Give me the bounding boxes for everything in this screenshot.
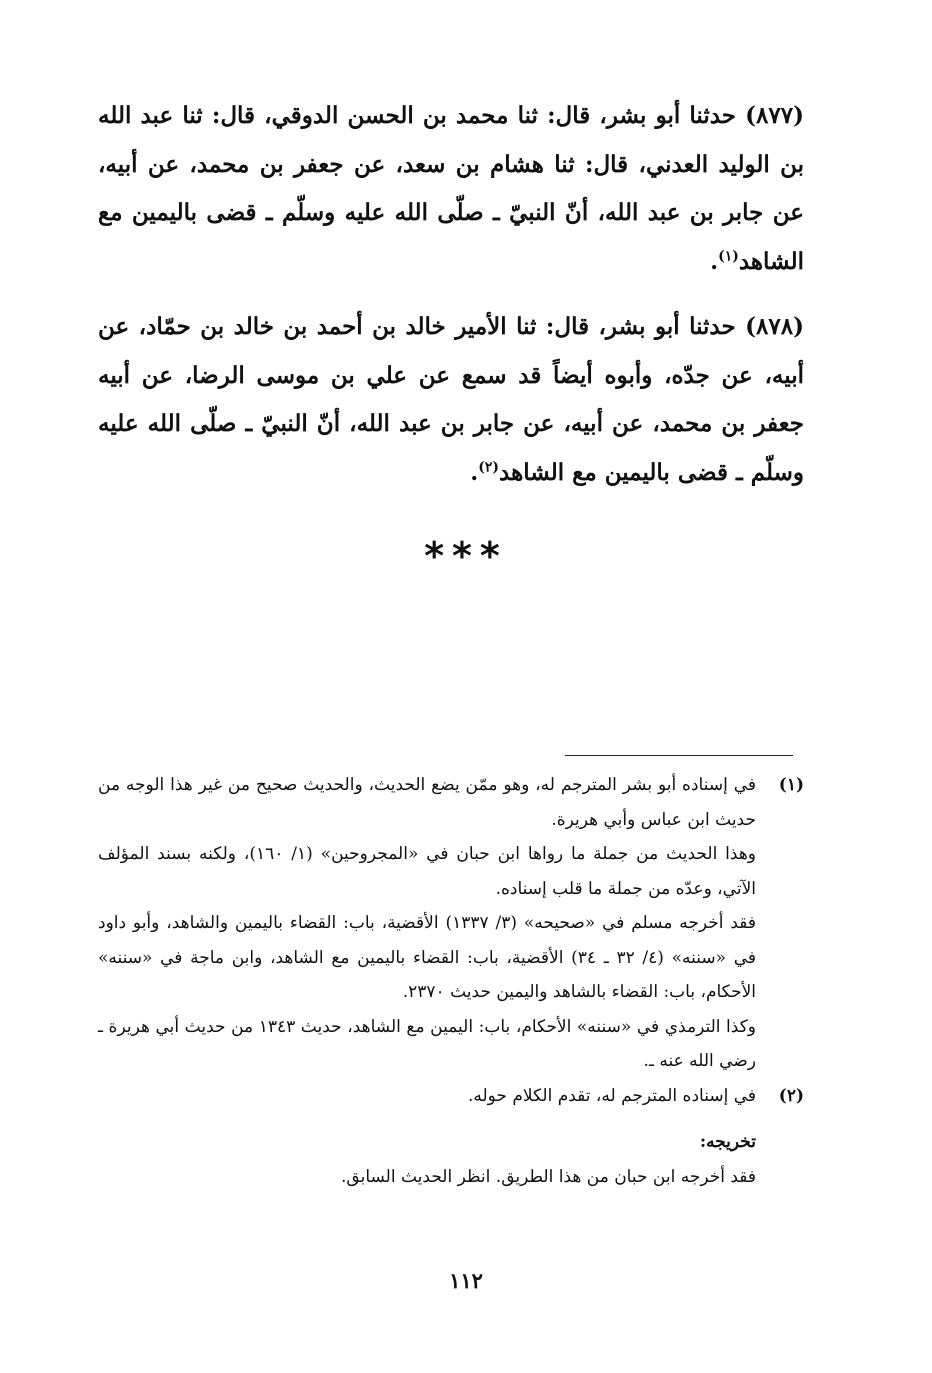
footnote-paragraph: وكذا الترمذي في «سننه» الأحكام، باب: اليمين مع الشاهد، حديث ١٣٤٣ من حديث أبي هريرة ـ رضي الله عنه ـ. (98, 1016, 757, 1071)
footnote-body (98, 768, 756, 1079)
footnote-paragraph: فقد أخرجه مسلم في «صحيحه» (٣/ ١٣٣٧) الأقضية، باب: القضاء باليمين والشاهد، وأبو داود في «سننه» (٤/ ٣٢ ـ ٣٤) الأقضية، باب: القضاء باليمين مع الشاهد، وابن ماجة في «سننه» الأحكام، باب: القضاء بالشاهد واليمين حديث ٢٣٧٠. (98, 913, 757, 1002)
footnote-paragraph: في إسناده المترجم له، تقدم الكلام حوله. (467, 1085, 756, 1106)
section-separator: *** (424, 534, 508, 578)
hadith-877 (98, 92, 804, 286)
footnote-reference[interactable]: (١) (718, 247, 739, 264)
hadith-878 (98, 303, 804, 497)
footnote-number: (٢) (778, 1085, 804, 1106)
footnote-paragraph: فقد أخرجه ابن حبان من هذا الطريق. انظر الحديث السابق. (341, 1166, 756, 1187)
page-number: ١١٢ (449, 1268, 483, 1293)
footnotes (98, 768, 804, 1194)
footnote-paragraph: وهذا الحديث من جملة ما رواها ابن حبان في «المجروحين» (١/ ١٦٠)، ولكنه بسند المؤلف الآتي، وعدّه من جملة ما قلب إسناده. (98, 844, 756, 899)
main-text (98, 92, 804, 497)
footnote-2 (98, 1079, 804, 1195)
footnote-divider (565, 755, 793, 756)
footnote-reference[interactable]: (٢) (478, 458, 500, 475)
footnote-body (98, 1079, 756, 1195)
hadith-text: حدثنا أبو بشر، قال: ثنا محمد بن الحسن الدوقي، قال: ثنا عبد الله بن الوليد العدني، قال: ثنا هشام بن سعد، عن جعفر بن محمد، عن أبيه، عن جابر بن عبد الله، أنّ النبيّ ـ صلّى الله عليه وسلّم ـ قضى باليمين مع الشاهد (98, 102, 804, 275)
hadith-end: . (710, 247, 719, 275)
footnote-1 (98, 768, 804, 1079)
hadith-number: (٨٧٨) (745, 313, 804, 340)
hadith-text: حدثنا أبو بشر، قال: ثنا الأمير خالد بن أحمد بن خالد بن حمّاد، عن أبيه، عن جدّه، وأبوه أيضاً قد سمع عن علي بن موسى الرضا، عن أبيه جعفر بن محمد، عن أبيه، عن جابر بن عبد الله، أنّ النبيّ ـ صلّى الله عليه وسلّم ـ قضى باليمين مع الشاهد (98, 313, 804, 486)
hadith-number: (٨٧٧) (745, 102, 804, 129)
footnote-paragraph: في إسناده أبو بشر المترجم له، وهو ممّن يضع الحديث، والحديث صحيح من غير هذا الوجه من حديث ابن عباس وأبي هريرة. (98, 775, 756, 830)
hadith-end: . (470, 458, 479, 486)
takhrij-heading: تخريجه: (699, 1132, 756, 1152)
footnote-number: (١) (778, 775, 804, 795)
